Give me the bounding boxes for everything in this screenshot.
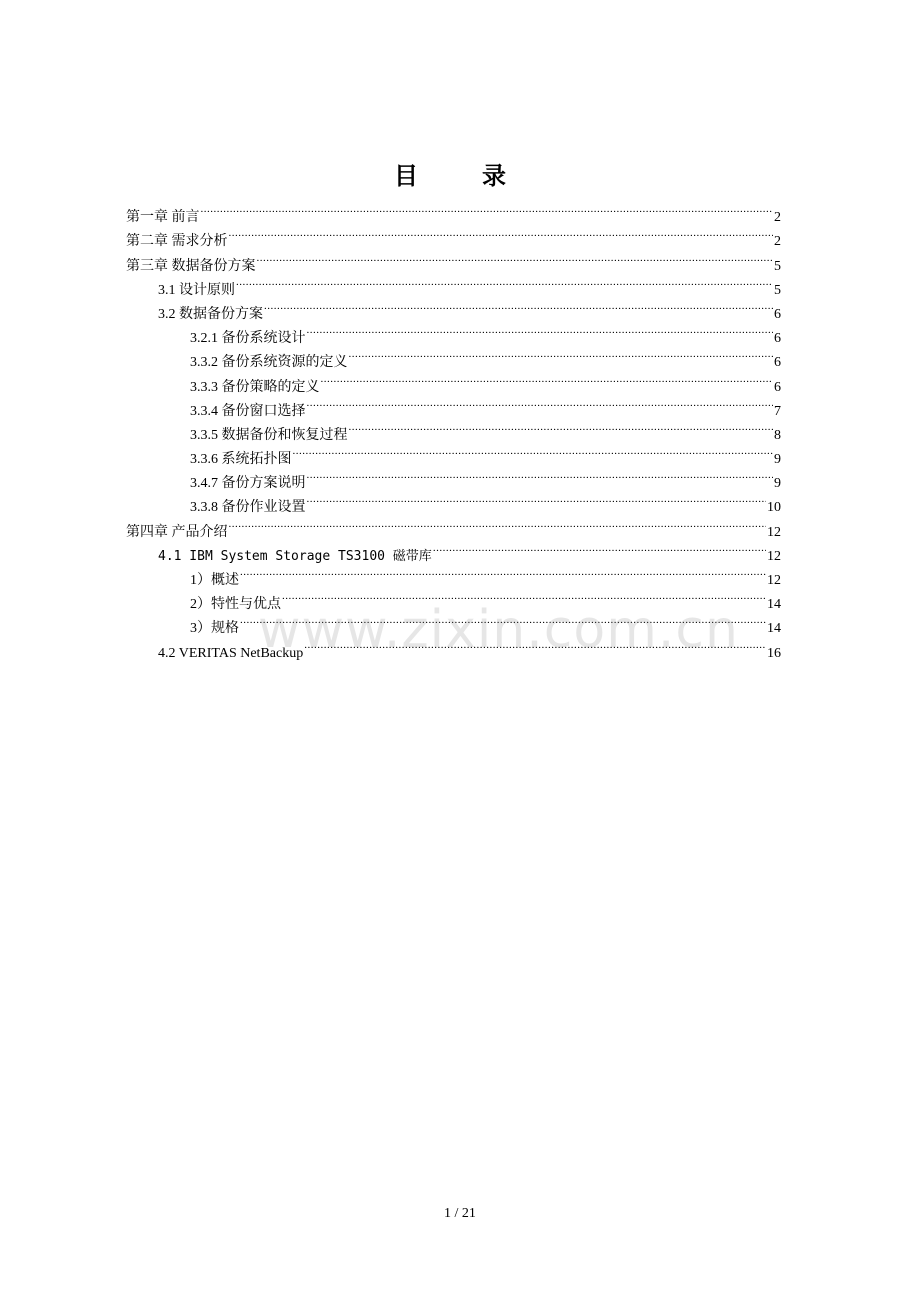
toc-entry-label: 3.3.3 备份策略的定义 [190, 379, 320, 395]
toc-entry-page: 5 [774, 258, 781, 274]
toc-entry-label: 第三章 数据备份方案 [126, 258, 256, 274]
toc-entry-label: 3.3.6 系统拓扑图 [190, 452, 292, 468]
watermark: www.zixin.com.cn [258, 600, 739, 660]
toc-entry-label: 3.1 设计原则 [158, 282, 235, 298]
toc-entry-page: 6 [774, 331, 781, 347]
toc-entry-page: 5 [774, 282, 781, 298]
toc-leader-dots [264, 294, 773, 318]
toc-list [126, 197, 781, 661]
toc-entry[interactable] [126, 221, 781, 250]
toc-leader-dots [307, 487, 767, 511]
toc-entry-page: 2 [774, 234, 781, 250]
toc-leader-dots [229, 221, 774, 245]
toc-leader-dots [229, 511, 767, 535]
toc-leader-dots [293, 439, 774, 463]
toc-leader-dots [307, 391, 774, 415]
toc-leader-dots [201, 197, 774, 221]
toc-entry-page: 2 [774, 210, 781, 226]
toc-entry-label: 1）概述 [190, 573, 239, 588]
toc-leader-dots [433, 536, 766, 560]
toc-entry-page: 8 [774, 427, 781, 443]
toc-entry-label: 2）特性与优点 [190, 597, 281, 613]
toc-title: 目 录 [394, 161, 526, 190]
toc-entry-label: 第二章 需求分析 [126, 234, 228, 250]
toc-leader-dots [307, 318, 774, 342]
toc-entry-label: 3.2.1 备份系统设计 [190, 331, 306, 347]
toc-entry-page: 16 [767, 645, 781, 661]
toc-entry-label: 3.3.2 备份系统资源的定义 [190, 355, 348, 371]
toc-entry-label: 第一章 前言 [126, 210, 200, 226]
toc-entry-label: 4.2 VERITAS NetBackup [158, 645, 304, 661]
toc-entry-page: 9 [774, 452, 781, 468]
toc-entry-page: 6 [774, 306, 781, 322]
toc-entry-page: 6 [774, 379, 781, 395]
toc-leader-dots [240, 560, 766, 584]
toc-leader-dots [236, 270, 773, 294]
toc-entry-label: 3.3.4 备份窗口选择 [190, 403, 306, 419]
toc-leader-dots [349, 342, 774, 366]
toc-entry-label: 3.3.8 备份作业设置 [190, 500, 306, 516]
toc-entry-page: 9 [774, 476, 781, 492]
toc-entry-label: 3.2 数据备份方案 [158, 306, 263, 322]
toc-entry-page: 14 [767, 621, 781, 637]
toc-leader-dots [307, 463, 774, 487]
toc-entry-page: 12 [767, 524, 781, 540]
toc-leader-dots [304, 632, 766, 656]
toc-entry-page: 14 [767, 597, 781, 613]
toc-entry-label: 第四章 产品介绍 [126, 524, 228, 540]
toc-entry-page: 7 [774, 403, 781, 419]
toc-entry-page: 6 [774, 355, 781, 371]
toc-entry-label: 4.1 IBM System Storage TS3100 磁带库 [158, 548, 432, 564]
toc-leader-dots [349, 415, 774, 439]
toc-leader-dots [321, 366, 774, 390]
toc-entry-page: 12 [767, 548, 781, 564]
toc-entry[interactable] [126, 197, 781, 226]
toc-entry-label: 3.4.7 备份方案说明 [190, 476, 306, 492]
toc-leader-dots [240, 608, 766, 632]
toc-entry-label: 3）规格 [190, 621, 239, 637]
toc-leader-dots [257, 245, 774, 269]
page-number: 1 / 21 [444, 1206, 476, 1221]
toc-entry-page: 10 [767, 500, 781, 516]
toc-entry-label: 3.3.5 数据备份和恢复过程 [190, 427, 348, 443]
toc-leader-dots [282, 584, 766, 608]
toc-entry-page: 12 [767, 573, 781, 588]
